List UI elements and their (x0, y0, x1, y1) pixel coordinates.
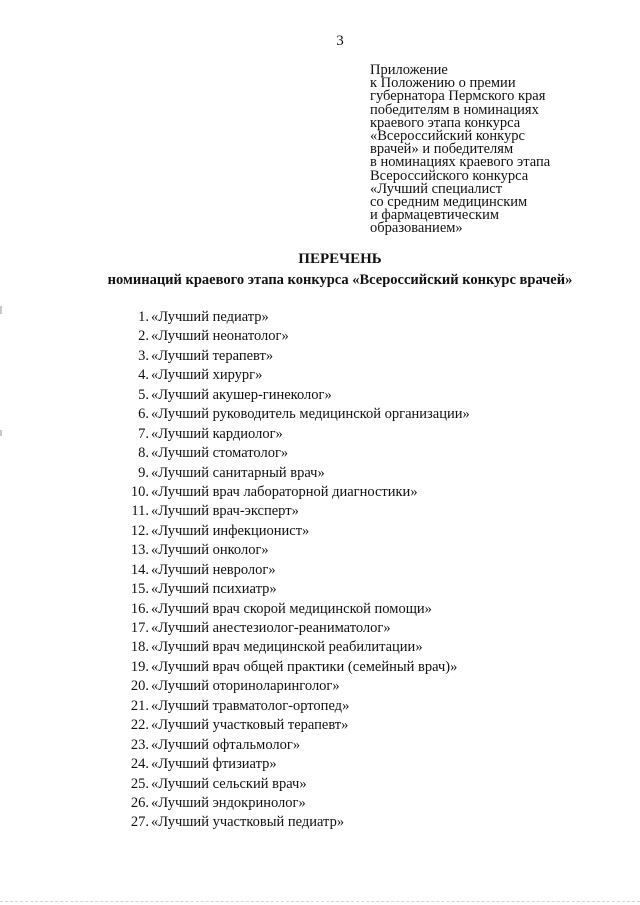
nomination-number: 8. (138, 445, 149, 462)
appendix-line: Всероссийского конкурса (370, 167, 529, 184)
appendix-line: со средним медицинским (370, 194, 528, 211)
nomination-number: 15. (130, 581, 149, 598)
nomination-item (0, 813, 640, 832)
nomination-item (0, 464, 640, 483)
nomination-number: 11. (131, 503, 149, 520)
nomination-item (0, 444, 640, 463)
nomination-number: 16. (130, 600, 149, 617)
nomination-text: «Лучший врач общей практики (семейный врач)» (151, 658, 458, 675)
scan-bottom-rule (0, 901, 640, 903)
nomination-item (0, 386, 640, 405)
nomination-item (0, 522, 640, 541)
nomination-text: «Лучший врач-эксперт» (151, 503, 299, 520)
nomination-number: 23. (130, 736, 149, 753)
nomination-item (0, 755, 640, 774)
nomination-text: «Лучший оториноларинголог» (151, 678, 340, 695)
nomination-number: 10. (130, 483, 149, 500)
appendix-line: Приложение (370, 62, 448, 78)
nomination-number: 24. (130, 756, 149, 773)
scan-edge-mark (0, 430, 2, 436)
nomination-number: 9. (138, 464, 149, 481)
nomination-number: 27. (130, 814, 149, 831)
nomination-item (0, 561, 640, 580)
nomination-item (0, 600, 640, 619)
nomination-text: «Лучший травматолог-ортопед» (151, 697, 350, 714)
appendix-line: в номинациях краевого этапа (370, 154, 551, 171)
nomination-text: «Лучший врач медицинской реабилитации» (151, 639, 423, 656)
nomination-text: «Лучший неонатолог» (151, 328, 289, 345)
appendix-line: к Положению о премии (370, 75, 516, 92)
appendix-line: «Лучший специалист (370, 180, 503, 197)
nomination-number: 1. (138, 309, 149, 325)
nomination-number: 19. (130, 658, 149, 675)
nomination-item (0, 483, 640, 502)
nomination-text: «Лучший педиатр» (151, 309, 269, 325)
nomination-text: «Лучший сельский врач» (151, 775, 307, 792)
nomination-text: «Лучший терапевт» (151, 347, 274, 364)
nomination-number: 14. (130, 561, 149, 578)
nomination-text: «Лучший акушер-гинеколог» (151, 386, 332, 403)
nominations-list (0, 308, 640, 833)
nomination-item (0, 736, 640, 755)
nomination-number: 3. (138, 347, 149, 364)
nomination-number: 22. (130, 717, 149, 734)
nomination-item (0, 308, 640, 327)
nomination-text: «Лучший фтизиатр» (151, 756, 277, 773)
nomination-text: «Лучший кардиолог» (151, 425, 283, 442)
nomination-text: «Лучший эндокринолог» (151, 794, 306, 811)
nomination-text: «Лучший руководитель медицинской организации» (151, 406, 470, 423)
nomination-number: 21. (130, 697, 149, 714)
nomination-number: 20. (130, 678, 149, 695)
nomination-number: 5. (138, 386, 149, 403)
nomination-item (0, 405, 640, 424)
nomination-item (0, 638, 640, 657)
nomination-item (0, 697, 640, 716)
nomination-text: «Лучший хирург» (151, 367, 263, 384)
nomination-text: «Лучший психиатр» (151, 581, 277, 598)
nomination-item (0, 425, 640, 444)
appendix-line: победителям в номинациях (370, 101, 539, 118)
nomination-number: 6. (138, 406, 149, 423)
appendix-line: «Всероссийский конкурс (370, 128, 525, 145)
nomination-number: 26. (130, 794, 149, 811)
nomination-item (0, 580, 640, 599)
nomination-number: 2. (138, 328, 149, 345)
nomination-item (0, 619, 640, 638)
nomination-text: «Лучший невролог» (151, 561, 276, 578)
nomination-number: 7. (138, 425, 149, 442)
document-title: ПЕРЕЧЕНЬ (298, 251, 382, 267)
nomination-text: «Лучший стоматолог» (151, 445, 289, 462)
nomination-number: 13. (130, 542, 149, 559)
nomination-text: «Лучший санитарный врач» (151, 464, 325, 481)
appendix-line: и фармацевтическим (370, 207, 500, 224)
page-number: 3 (336, 33, 344, 49)
nomination-item (0, 658, 640, 677)
scan-edge-mark (0, 306, 2, 314)
nomination-text: «Лучший врач скорой медицинской помощи» (151, 600, 432, 617)
appendix-line: губернатора Пермского края (370, 88, 546, 105)
appendix-line: врачей» и победителям (370, 141, 514, 158)
nomination-item (0, 794, 640, 813)
nomination-text: «Лучший врач лабораторной диагностики» (151, 483, 418, 500)
nomination-number: 17. (130, 620, 149, 636)
nomination-item (0, 716, 640, 735)
nomination-item (0, 347, 640, 366)
appendix-block (370, 64, 630, 236)
nomination-item (0, 327, 640, 346)
nomination-text: «Лучший офтальмолог» (151, 736, 301, 753)
nomination-number: 25. (130, 775, 149, 792)
nomination-number: 4. (138, 367, 149, 384)
nomination-text: «Лучший онколог» (151, 542, 269, 559)
nomination-item (0, 366, 640, 385)
nomination-text: «Лучший участковый педиатр» (151, 814, 345, 831)
nomination-text: «Лучший участковый терапевт» (151, 717, 349, 734)
nomination-item (0, 775, 640, 794)
nomination-item (0, 541, 640, 560)
nomination-number: 12. (130, 522, 149, 539)
nomination-text: «Лучший инфекционист» (151, 522, 310, 539)
appendix-line: образованием» (370, 220, 463, 237)
nomination-item (0, 677, 640, 696)
nomination-number: 18. (130, 639, 149, 656)
appendix-line: краевого этапа конкурса (370, 114, 521, 131)
document-subtitle: номинаций краевого этапа конкурса «Всероссийский конкурс врачей» (107, 272, 573, 288)
nomination-item (0, 502, 640, 521)
nomination-text: «Лучший анестезиолог-реаниматолог» (151, 620, 391, 636)
